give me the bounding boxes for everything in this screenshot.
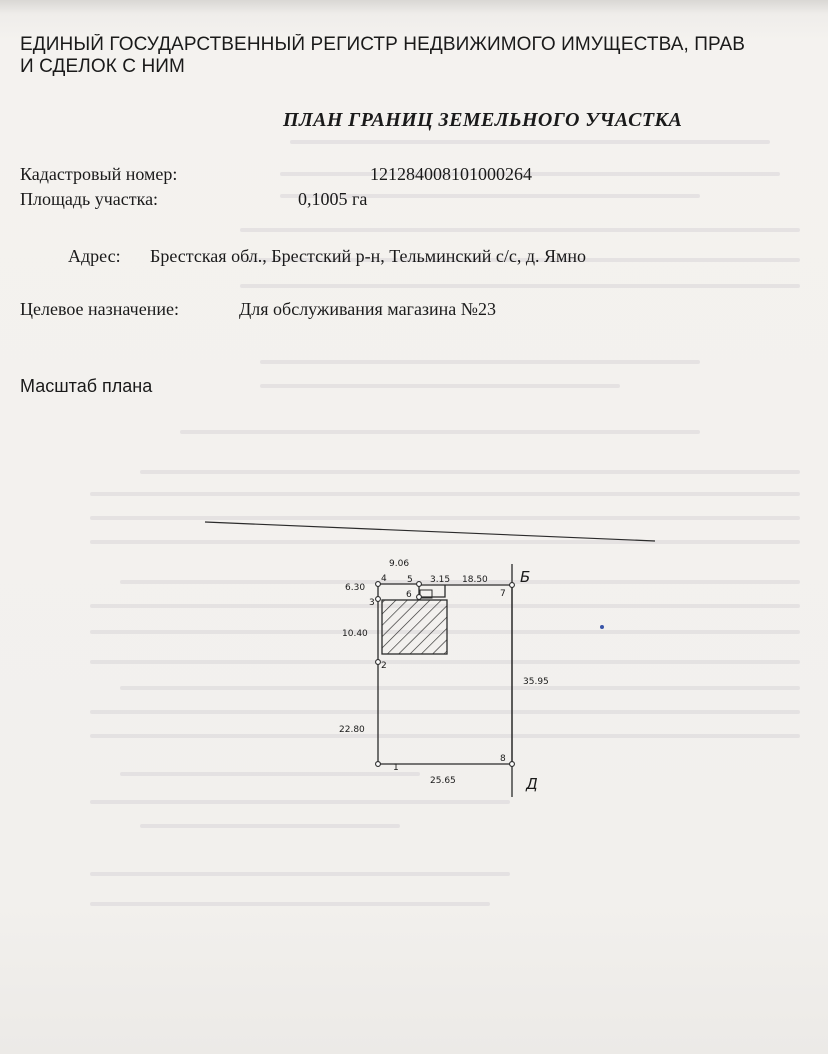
segment-label-1-8: 25.65 (430, 776, 456, 786)
point-label-2: 2 (381, 661, 387, 671)
area-label: Площадь участка: (20, 189, 159, 209)
segment-label-3-4: 6.30 (345, 583, 366, 593)
point-marker-4 (376, 582, 381, 587)
neighbor-label-b: Б (520, 568, 531, 586)
point-label-3: 3 (369, 598, 375, 608)
plan-top-rule (205, 522, 655, 541)
point-label-7: 7 (500, 589, 506, 599)
point-marker-7 (510, 583, 515, 588)
point-marker-6 (417, 595, 422, 600)
point-marker-1 (376, 762, 381, 767)
point-label-8: 8 (500, 754, 506, 764)
address-value: Брестская обл., Брестский р-н, Тельминский с/с, д. Ямно (150, 246, 587, 266)
document-title: ПЛАН ГРАНИЦ ЗЕМЕЛЬНОГО УЧАСТКА (283, 109, 683, 131)
segment-label-6-next: 3.15 (430, 575, 451, 585)
point-label-6: 6 (406, 590, 412, 600)
ink-dot (600, 625, 604, 629)
cadastral-number: 121284008101000264 (370, 164, 532, 184)
point-marker-5 (417, 582, 422, 587)
point-marker-2 (376, 660, 381, 665)
purpose-label: Целевое назначение: (20, 299, 179, 319)
segment-label-4-5: 9.06 (389, 559, 410, 569)
point-marker-8 (510, 762, 515, 767)
segment-label-2-3: 10.40 (342, 629, 368, 639)
registry-header-line2: И СДЕЛОК С НИМ (20, 56, 185, 77)
address-label: Адрес: (68, 246, 121, 266)
area-value: 0,1005 га (298, 189, 368, 209)
cadastral-label: Кадастровый номер: (20, 164, 178, 184)
point-label-4: 4 (381, 574, 387, 584)
point-label-1: 1 (393, 763, 399, 773)
building-hatched (382, 600, 447, 654)
segment-label-to-7: 18.50 (462, 575, 488, 585)
point-marker-3 (376, 597, 381, 602)
registry-header-line1: ЕДИНЫЙ ГОСУДАРСТВЕННЫЙ РЕГИСТР НЕДВИЖИМОГО ИМУЩЕСТВА, ПРАВ (20, 34, 746, 55)
segment-label-1-2: 22.80 (339, 725, 365, 735)
segment-label-7-8: 35.95 (523, 677, 549, 687)
point-label-5: 5 (407, 575, 413, 585)
neighbor-label-d: Д (526, 775, 538, 793)
purpose-value: Для обслуживания магазина №23 (239, 299, 496, 319)
scale-label: Масштаб плана (20, 376, 153, 396)
